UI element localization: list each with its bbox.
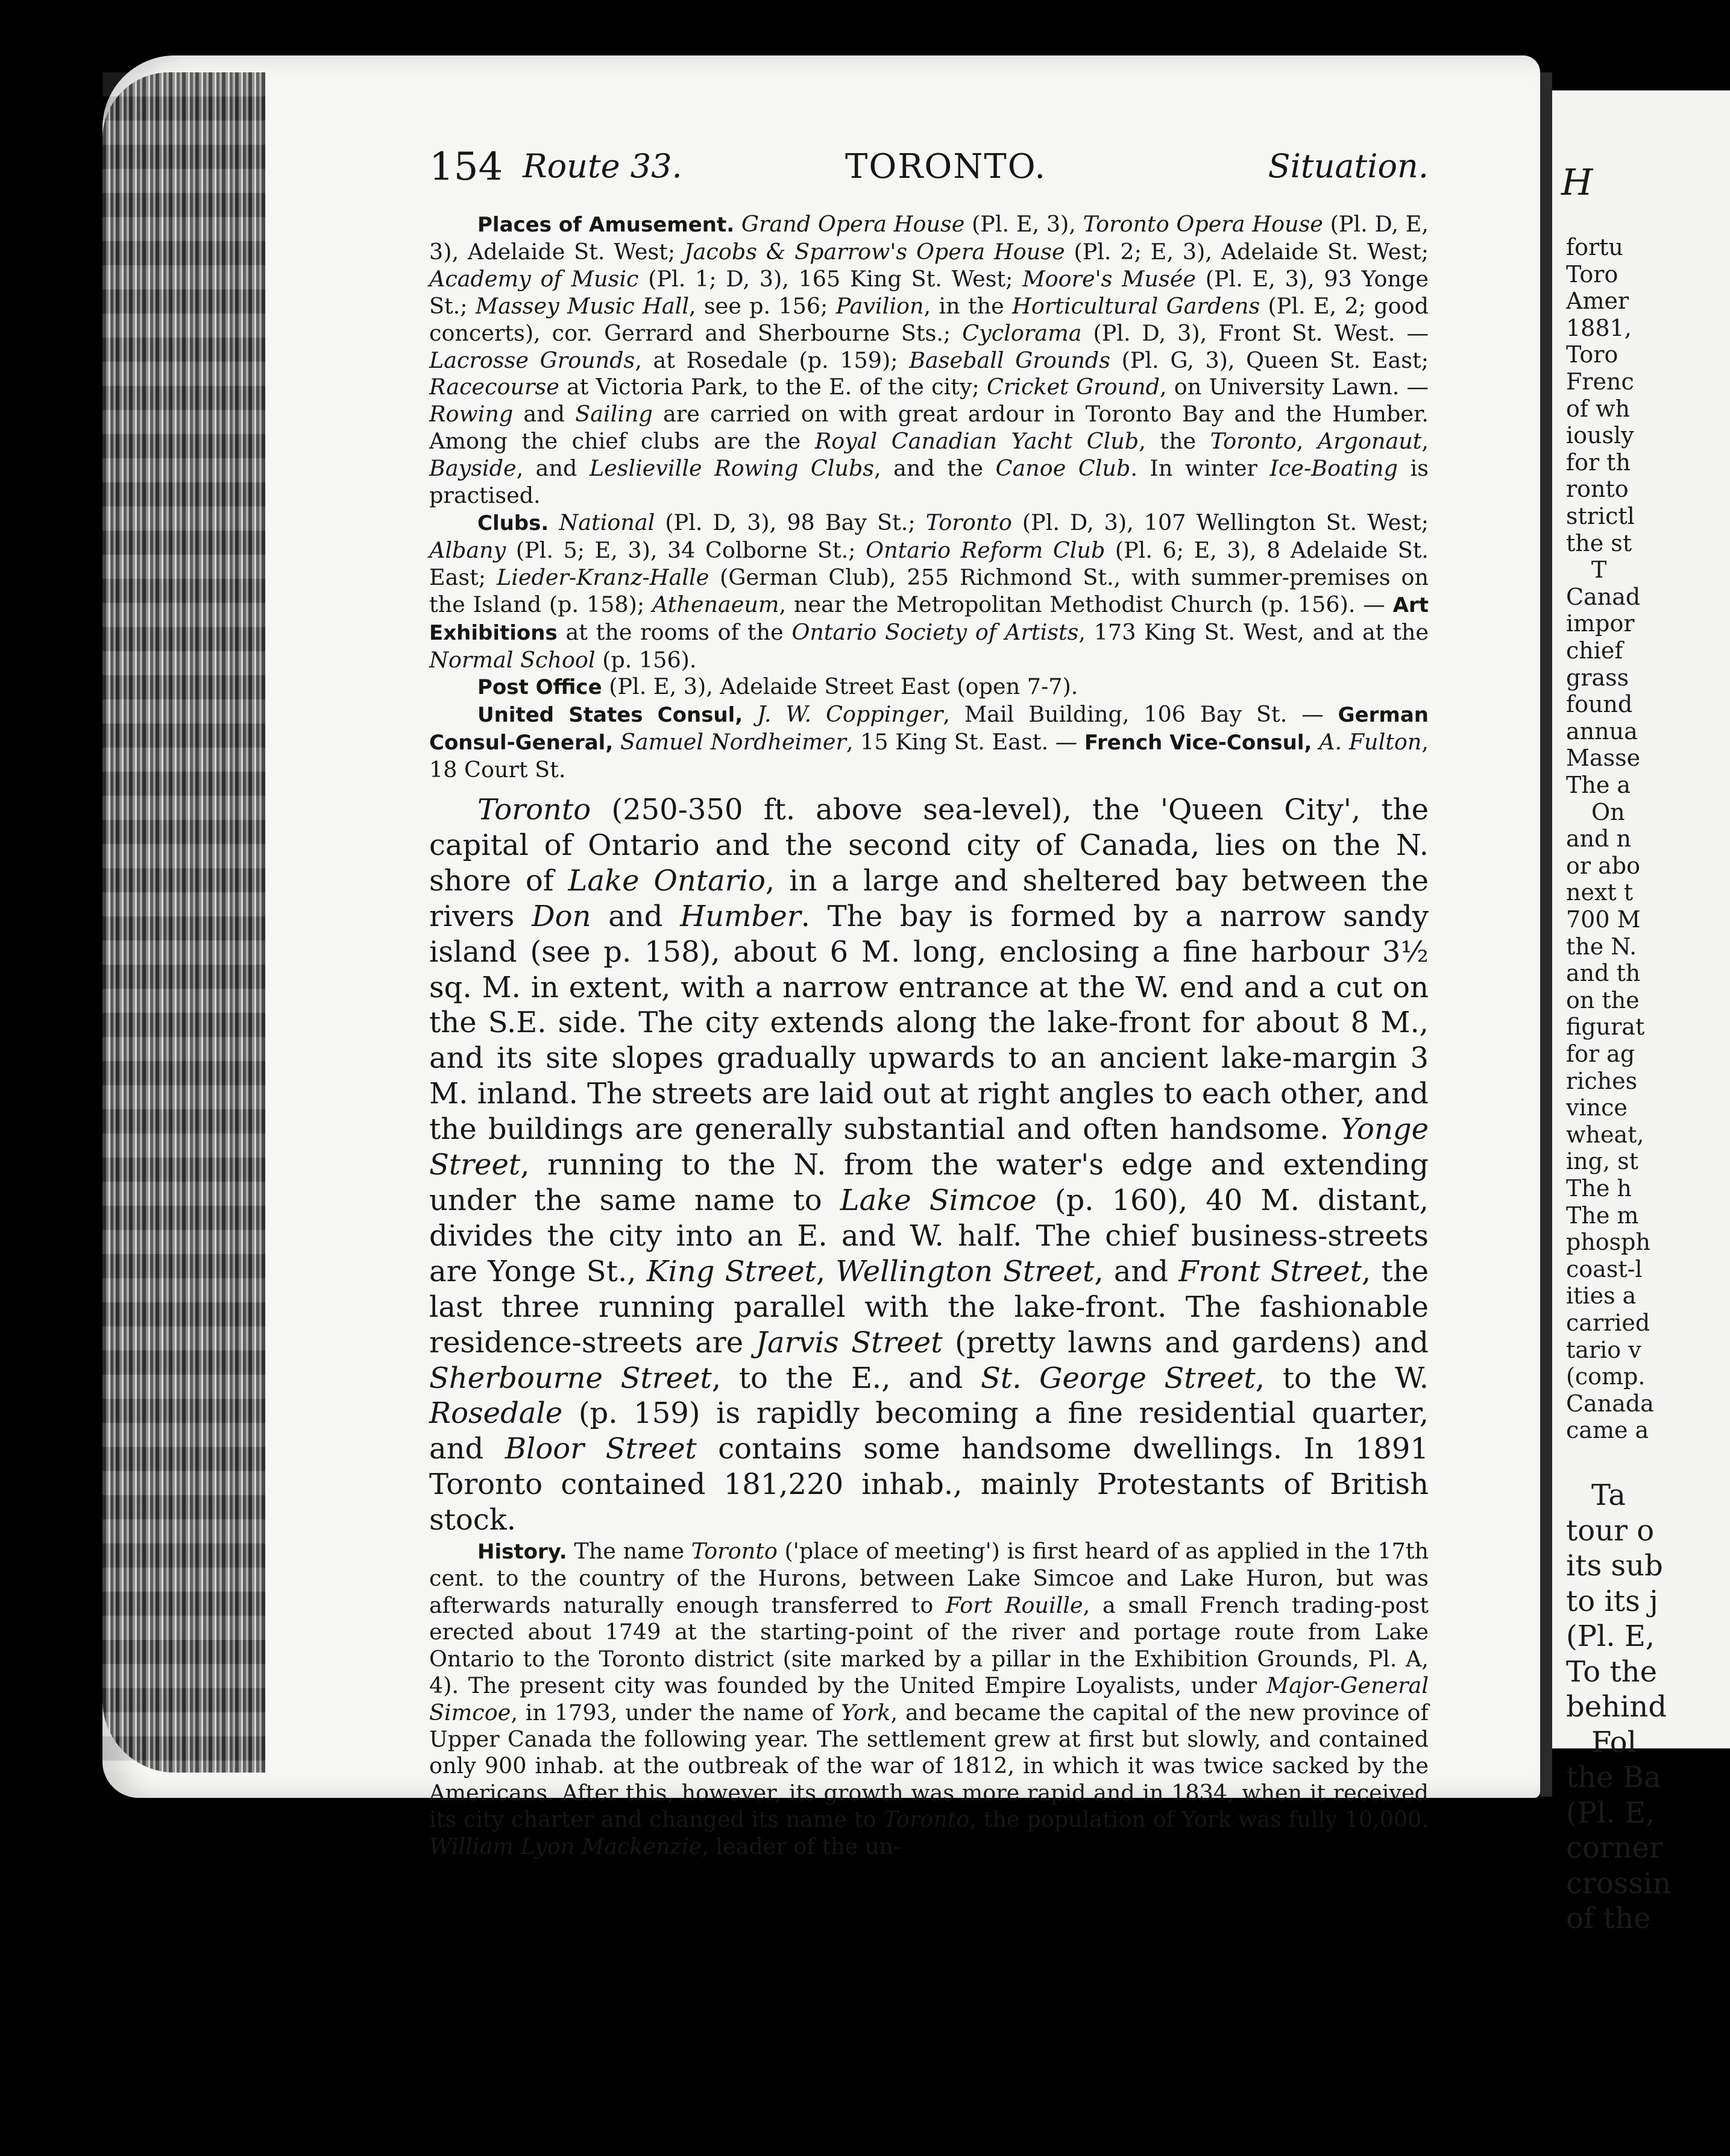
right-page-line: wheat,	[1566, 1121, 1644, 1148]
right-page-line: iously	[1566, 422, 1634, 449]
right-page-line: came a	[1566, 1417, 1649, 1444]
post-office-heading: Post Office	[477, 675, 602, 700]
right-page-line: of the	[1566, 1902, 1651, 1935]
book-gutter	[1540, 72, 1552, 1797]
right-page-line: vince	[1566, 1094, 1628, 1121]
right-page-line: Canada	[1566, 1390, 1654, 1417]
right-page-line: carried	[1566, 1310, 1650, 1336]
right-page-line: chief	[1566, 637, 1623, 664]
right-page-line: The h	[1566, 1175, 1632, 1202]
right-page-line: (Pl. E,	[1566, 1619, 1655, 1653]
right-page-line: the N.	[1566, 933, 1637, 960]
right-page-line: annua	[1566, 717, 1638, 745]
right-page-line: Toro	[1566, 260, 1618, 288]
clubs-heading: Clubs.	[477, 511, 549, 535]
right-page-line: Frenc	[1566, 368, 1634, 395]
right-page-line: Ta	[1591, 1478, 1626, 1512]
right-page-line: impor	[1566, 610, 1635, 637]
city-title: TORONTO.	[845, 147, 1047, 186]
scan-background	[0, 0, 102, 2156]
toronto-paragraph: Toronto (250-350 ft. above sea-level), the 'Queen City', the capital of Ontario and the second city of Canada, lies on the N. shore of Lake Ontario, in a large and sheltered bay between the rivers Don and Humber. The bay is formed by a narrow sandy island (see p. 158), about 6 M. long, enclosing a fine harbour 3½ sq. M. in extent, with a narrow entrance at the W. end and a cut on the S.E. side. The city extends along the lake-front for about 8 M., and its site slopes gradually upwards to an ancient lake-margin 3 M. inland. The streets are laid out at right angles to each other, and the buildings are generally substantial and often handsome. Yonge Street, running to the N. from the water's edge and extending under the same name to Lake Simcoe (p. 160), 40 M. distant, divides the city into an E. and W. half. The chief business-streets are Yonge St., King Street, Wellington Street, and Front Street, the last three running parallel with the lake-front. The fashionable residence-streets are Jarvis Street (pretty lawns and gardens) and Sherbourne Street, to the E., and St. George Street, to the W. Rosedale (p. 159) is rapidly becoming a fine residential quarter, and Bloor Street contains some handsome dwellings. In 1891 Toronto contained 181,220 inhab., mainly Protestants of British stock.	[429, 793, 1429, 1537]
right-page-line: grass	[1566, 664, 1629, 691]
right-page-line: (comp.	[1566, 1363, 1646, 1390]
right-page-line: and n	[1566, 825, 1632, 853]
right-page-line: to its j	[1566, 1584, 1658, 1618]
amusement-heading: Places of Amusement.	[477, 213, 735, 237]
right-page-line: T	[1591, 556, 1607, 584]
right-page-line: crossin	[1566, 1866, 1672, 1900]
right-page-line: The a	[1566, 772, 1631, 798]
right-page-line: corner	[1566, 1831, 1663, 1865]
consuls-paragraph: United States Consul, J. W. Coppinger, Mail Building, 106 Bay St. — German Consul-General, Samuel Nordheimer, 15 King St. East. — French Vice-Consul, A. Fulton, 18 Court St.	[429, 701, 1429, 783]
running-header	[429, 145, 1429, 193]
left-page-content	[429, 145, 1429, 1860]
history-paragraph: History. The name Toronto ('place of meeting') is first heard of as applied in the 17th cent. to the country of the Hurons, between Lake Simcoe and Lake Huron, but was afterwards naturally enough transferred to Fort Rouille, a small French trading-post erected about 1749 at the starting-point of the river and portage route from Lake Ontario to the Toronto district (site marked by a pillar in the Exhibition Grounds, Pl. A, 4). The present city was founded by the United Empire Loyalists, under Major-General Simcoe, in 1793, under the name of York, and became the capital of the new province of Upper Canada the following year. The settlement grew at first but slowly, and contained only 900 inhab. at the outbreak of the war of 1812, in which it was twice sacked by the Americans. After this, however, its growth was more rapid and in 1834, when it received its city charter and changed its name to Toronto, the population of York was fully 10,000. William Lyon Mackenzie, leader of the un-	[429, 1538, 1429, 1859]
clubs-paragraph: Clubs. National (Pl. D, 3), 98 Bay St.; Toronto (Pl. D, 3), 107 Wellington St. West; Albany (Pl. 5; E, 3), 34 Colborne St.; Ontario Reform Club (Pl. 6; E, 3), 8 Adelaide St. East; Lieder-Kranz-Halle (German Club), 255 Richmond St., with summer-premises on the Island (p. 158); Athenaeum, near the Metropolitan Methodist Church (p. 156). — Art Exhibitions at the rooms of the Ontario Society of Artists, 173 King St. West, and at the Normal School (p. 156).	[429, 509, 1429, 673]
right-page-line: Toro	[1566, 341, 1618, 368]
right-page-line: and th	[1566, 960, 1641, 987]
right-page-line: or abo	[1566, 852, 1640, 879]
right-page-line: fortu	[1566, 234, 1623, 260]
right-page-line: Canad	[1566, 583, 1641, 610]
right-page-line: ing, st	[1566, 1148, 1638, 1175]
right-page-line: The m	[1566, 1202, 1639, 1229]
right-page-line: strictl	[1566, 503, 1635, 529]
right-page-line: for ag	[1566, 1041, 1635, 1067]
amusement-paragraph: Places of Amusement. Grand Opera House (Pl. E, 3), Toronto Opera House (Pl. D, E, 3), Adelaide St. West; Jacobs & Sparrow's Opera House (Pl. 2; E, 3), Adelaide St. West; Academy of Music (Pl. 1; D, 3), 165 King St. West; Moore's Musée (Pl. E, 3), 93 Yonge St.; Massey Music Hall, see p. 156; Pavilion, in the Horticultural Gardens (Pl. E, 2; good concerts), cor. Gerrard and Sherbourne Sts.; Cyclorama (Pl. D, 3), Front St. West. — Lacrosse Grounds, at Rosedale (p. 159); Baseball Grounds (Pl. G, 3), Queen St. East; Racecourse at Victoria Park, to the E. of the city; Cricket Ground, on University Lawn. — Rowing and Sailing are carried on with great ardour in Toronto Bay and the Humber. Among the chief clubs are the Royal Canadian Yacht Club, the Toronto, Argonaut, Bayside, and Leslieville Rowing Clubs, and the Canoe Club. In winter Ice-Boating is practised.	[429, 211, 1429, 509]
page-number: 154	[429, 145, 503, 189]
right-page-line: figurat	[1566, 1013, 1645, 1041]
right-page-line: 700 M	[1566, 906, 1641, 933]
right-page-line: ronto	[1566, 476, 1629, 503]
right-page-line: Masse	[1566, 745, 1641, 772]
section-label: Situation.	[1268, 147, 1429, 185]
right-page-line: for th	[1566, 449, 1631, 476]
post-office-paragraph: Post Office (Pl. E, 3), Adelaide Street East (open 7-7).	[477, 673, 1078, 700]
right-page-line: coast-l	[1566, 1255, 1643, 1282]
right-page-line: next t	[1566, 879, 1634, 906]
right-page-line: the st	[1566, 529, 1632, 556]
right-page-line: tario v	[1566, 1336, 1641, 1363]
right-page-line: found	[1566, 691, 1633, 718]
right-page-line: its sub	[1566, 1549, 1663, 1583]
right-page-line: Amer	[1566, 288, 1629, 315]
right-page-line: On	[1591, 798, 1625, 825]
right-page-line: tour o	[1566, 1513, 1655, 1548]
right-page-line: riches	[1566, 1067, 1638, 1094]
right-page-line: ities a	[1566, 1282, 1637, 1310]
right-page-line: the Ba	[1566, 1760, 1661, 1794]
right-page-line: behind	[1566, 1690, 1667, 1724]
history-section	[429, 1538, 1429, 1860]
main-description	[429, 792, 1429, 1538]
right-page-line: phosph	[1566, 1229, 1650, 1256]
right-page-header: H	[1561, 162, 1593, 204]
route-label: Route 33.	[523, 147, 682, 185]
right-page-line: To the	[1566, 1654, 1658, 1689]
practical-info	[429, 211, 1429, 784]
page-edges	[102, 72, 265, 1773]
right-page-line: Fol	[1591, 1725, 1637, 1759]
right-page-line: 1881,	[1566, 314, 1632, 341]
history-heading: History.	[477, 1540, 567, 1565]
right-page-line: (Pl. E,	[1566, 1795, 1655, 1830]
right-page-line: on the	[1566, 986, 1640, 1013]
right-page-line: of wh	[1566, 395, 1631, 422]
